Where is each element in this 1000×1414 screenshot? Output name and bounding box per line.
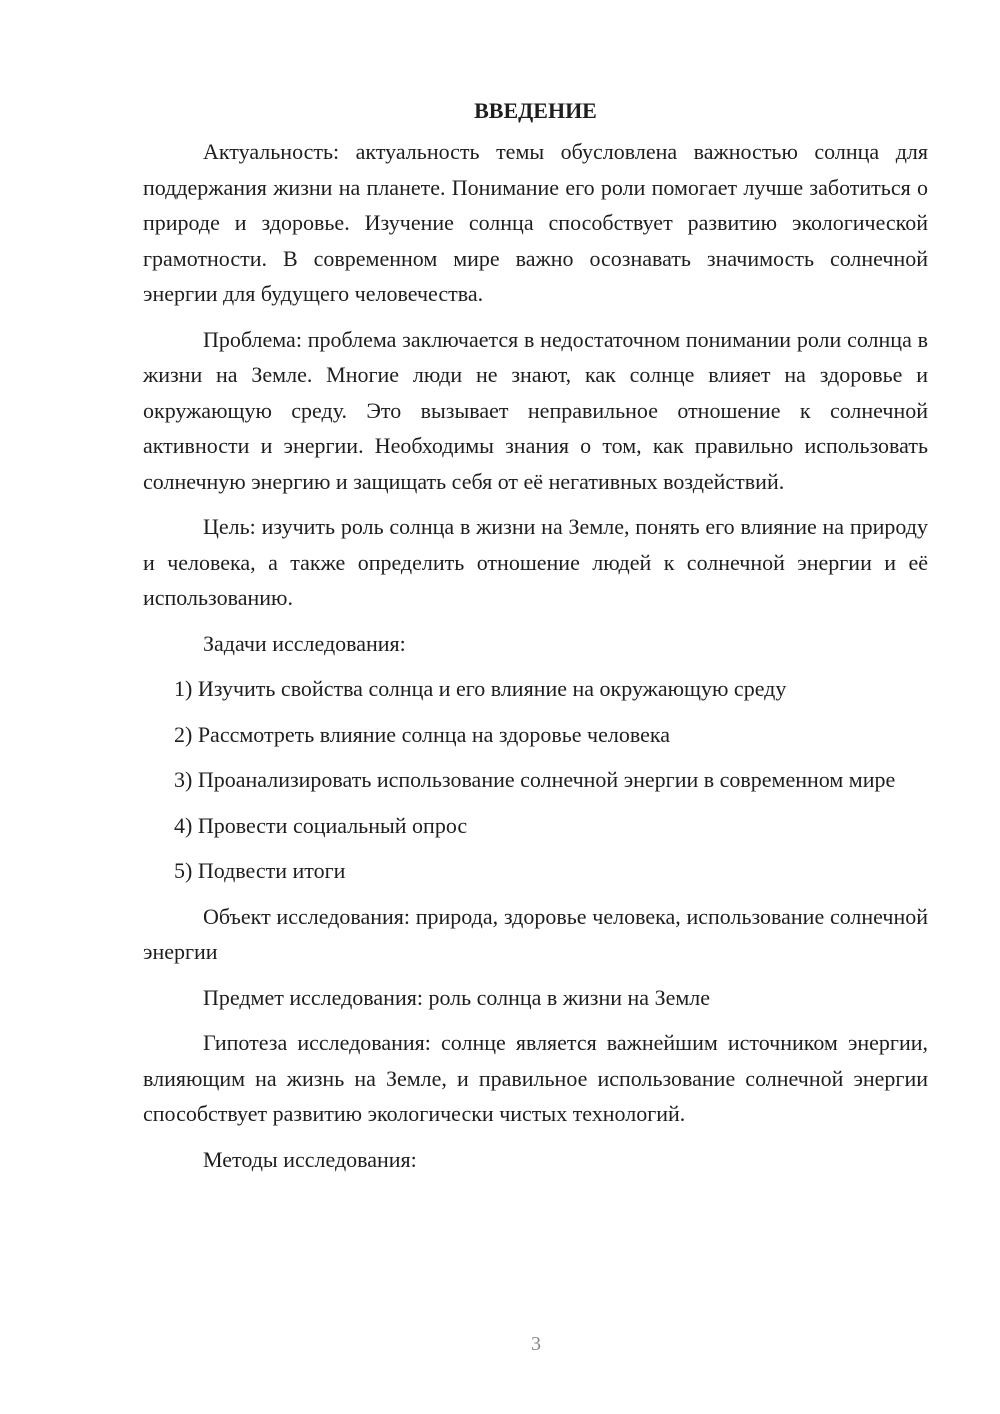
problem-paragraph: Проблема: проблема заключается в недостаточном понимании роли солнца в жизни на Земле. Многие люди не знают, как солнце влияет на здоровье и окружающую среду. Это вызывает неправильное отношение к солнечной активности и энергии. Необходимы знания о том, как правильно использовать солнечную энергию и защищать себя от её негативных воздействий. <box>143 326 928 494</box>
page-number: 3 <box>531 1333 541 1355</box>
research-hypothesis: Гипотеза исследования: солнце является важнейшим источником энергии, влияющим на жизнь на Земле, и правильное использование солнечной энергии способствует развитию экологически чистых технологий. <box>143 1030 928 1126</box>
task-item: 1) Изучить свойства солнца и его влияние на окружающую среду <box>174 676 787 701</box>
section-title: ВВЕДЕНИЕ <box>474 98 597 123</box>
task-item: 2) Рассмотреть влияние солнца на здоровье человека <box>174 721 670 747</box>
task-item: 4) Провести социальный опрос <box>174 812 468 838</box>
goal-paragraph: Цель: изучить роль солнца в жизни на Земле, понять его влияние на природу и человека, а также определить отношение людей к солнечной энергии и её использованию. <box>143 514 928 610</box>
task-item: 5) Подвести итоги <box>174 858 346 883</box>
page-content <box>143 93 928 1187</box>
relevance-paragraph: Актуальность: актуальность темы обусловлена важностью солнца для поддержания жизни на планете. Понимание его роли помогает лучше заботиться о природе и здоровье. Изучение солнца способствует развитию экологической грамотности. В современном мире важно осознавать значимость солнечной энергии для будущего человечества. <box>143 139 928 306</box>
methods-heading: Методы исследования: <box>203 1146 417 1172</box>
task-item: 3) Проанализировать использование солнечной энергии в современном мире <box>174 767 896 792</box>
tasks-heading: Задачи исследования: <box>203 630 406 656</box>
research-object: Объект исследования: природа, здоровье человека, использование солнечной энергии <box>143 903 928 964</box>
research-subject: Предмет исследования: роль солнца в жизни на Земле <box>203 984 711 1010</box>
